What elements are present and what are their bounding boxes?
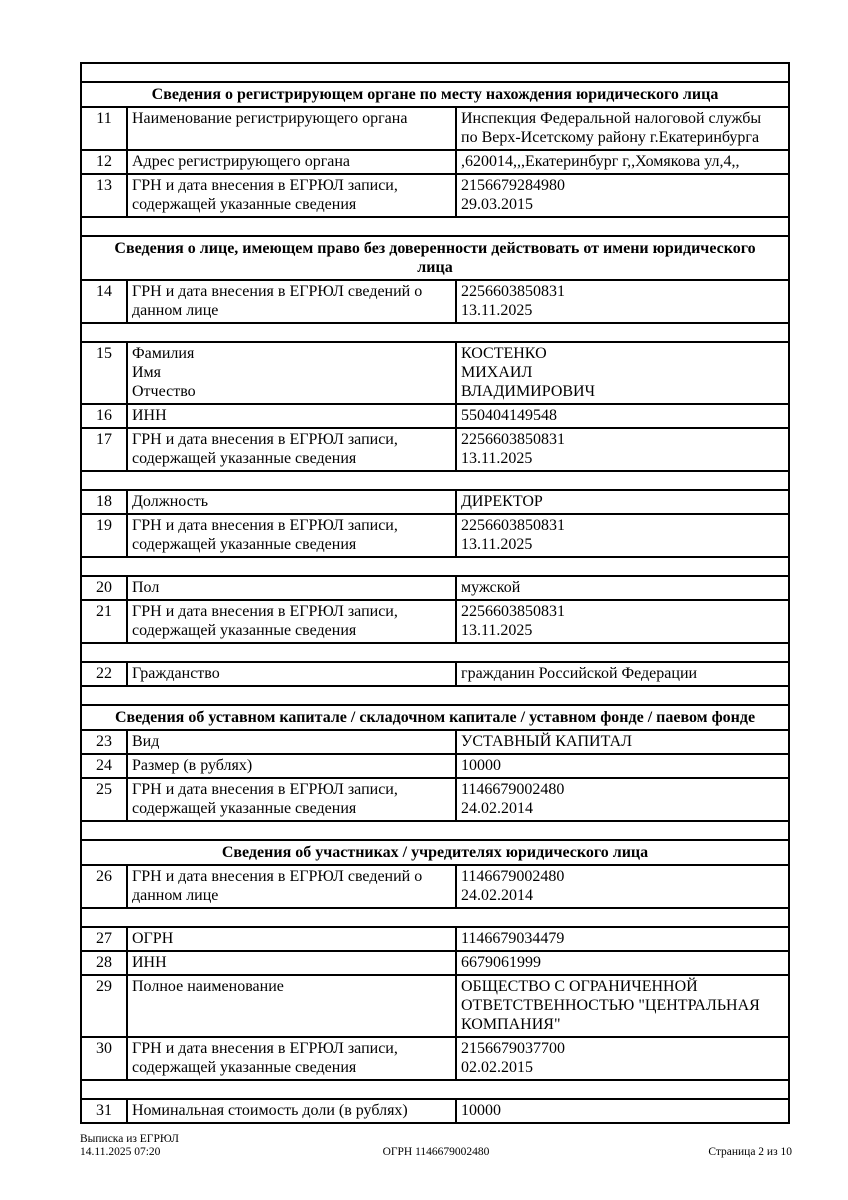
row-label-line: ОГРН [132,930,174,947]
section-header-line: лица [417,259,453,276]
row-value-line: 24.02.2014 [461,800,533,817]
row-label [127,107,456,150]
row-value-line: КОСТЕНКО [461,345,547,362]
row-label [127,576,456,600]
row-value-line: ОБЩЕСТВО С ОГРАНИЧЕННОЙ [461,978,698,995]
row-value [456,280,789,323]
row-value-line: 2256603850831 [461,517,565,534]
row-value [456,1037,789,1080]
row-label-line: ГРН и дата внесения в ЕГРЮЛ записи, [132,603,398,620]
row-value [456,600,789,643]
row-label [127,865,456,908]
row-number: 24 [81,754,127,778]
spacer-row [81,1080,789,1099]
section-header-row [81,236,789,280]
row-number: 11 [81,107,127,150]
row-label-line: ГРН и дата внесения в ЕГРЮЛ записи, [132,431,398,448]
row-label-line: ИНН [132,954,167,971]
row-label [127,975,456,1037]
row-value [456,975,789,1037]
row-value [456,754,789,778]
table-row [81,342,789,404]
row-value-line: 1146679002480 [461,781,565,798]
row-value [456,927,789,951]
row-label-line: ГРН и дата внесения в ЕГРЮЛ записи, [132,517,398,534]
row-value-line: ,620014,,,Екатеринбург г,,Хомякова ул,4,, [461,153,740,170]
page-footer [80,1133,792,1159]
row-label-line: ГРН и дата внесения в ЕГРЮЛ сведений о [132,283,423,300]
row-label [127,730,456,754]
table-row [81,1037,789,1080]
row-label [127,404,456,428]
row-label-line: Должность [132,493,209,510]
row-value-line: МИХАИЛ [461,364,533,381]
row-number: 15 [81,342,127,404]
section-header [81,82,789,107]
row-value-line: КОМПАНИЯ" [461,1016,561,1033]
row-value [456,576,789,600]
row-value [456,951,789,975]
row-value-line: 2156679037700 [461,1040,565,1057]
section-header [81,705,789,730]
egrul-extract-table [80,62,790,1124]
spacer-row [81,557,789,576]
spacer-row [81,821,789,840]
row-label [127,1037,456,1080]
row-label-line: содержащей указанные сведения [132,800,357,817]
table-row [81,428,789,471]
row-value-line: 6679061999 [461,954,541,971]
row-number: 22 [81,662,127,686]
spacer-cell [81,217,789,236]
row-label-line: ИНН [132,407,167,424]
row-value [456,428,789,471]
table-row [81,107,789,150]
row-value-line: ОТВЕТСТВЕННОСТЬЮ "ЦЕНТРАЛЬНАЯ [461,997,760,1014]
row-value-line: 13.11.2025 [461,302,533,319]
spacer-row [81,471,789,490]
row-value [456,514,789,557]
row-value-line: ВЛАДИМИРОВИЧ [461,383,595,400]
row-number: 14 [81,280,127,323]
row-number: 28 [81,951,127,975]
egrul-table-body [81,63,789,1123]
spacer-row [81,643,789,662]
section-header [81,236,789,280]
row-number: 23 [81,730,127,754]
table-row [81,730,789,754]
row-value-line: Инспекция Федеральной налоговой службы [461,110,762,127]
section-header-row [81,82,789,107]
row-label [127,778,456,821]
table-row [81,754,789,778]
row-number: 19 [81,514,127,557]
table-row [81,490,789,514]
table-row [81,404,789,428]
row-value-line: 1146679002480 [461,868,565,885]
row-label-line: содержащей указанные сведения [132,622,357,639]
row-label-line: Отчество [132,383,196,400]
row-value [456,490,789,514]
table-row [81,1099,789,1123]
row-value [456,778,789,821]
row-number: 21 [81,600,127,643]
section-header-line: Сведения о регистрирующем органе по месту нахождения юридического лица [151,86,719,103]
row-value-line: 13.11.2025 [461,536,533,553]
table-row [81,514,789,557]
footer-timestamp: 14.11.2025 07:20 [80,1146,161,1158]
footer-ogrn: ОГРН 1146679002480 [382,1146,490,1158]
spacer-cell [81,686,789,705]
row-label-line: Наименование регистрирующего органа [132,110,408,127]
row-value [456,150,789,174]
row-number: 13 [81,174,127,217]
footer-doc-title: Выписка из ЕГРЮЛ [80,1133,179,1145]
spacer-row [81,908,789,927]
table-row [81,280,789,323]
row-label-line: содержащей указанные сведения [132,536,357,553]
row-value-line: 2256603850831 [461,431,565,448]
row-label-line: ГРН и дата внесения в ЕГРЮЛ записи, [132,177,398,194]
section-header-line: Сведения об участниках / учредителях юридического лица [221,844,649,861]
row-number: 27 [81,927,127,951]
row-value-line: 10000 [461,757,501,774]
row-value-line: гражданин Российской Федерации [461,665,698,682]
row-label-line: Пол [132,579,160,596]
section-header-row [81,705,789,730]
table-row [81,576,789,600]
row-label-line: Имя [132,364,162,381]
row-value [456,174,789,217]
row-value-line: 02.02.2015 [461,1059,533,1076]
row-number: 26 [81,865,127,908]
row-value-line: 29.03.2015 [461,196,533,213]
row-label [127,927,456,951]
spacer-row [81,686,789,705]
row-number: 25 [81,778,127,821]
row-label-line: Фамилия [132,345,195,362]
row-value [456,730,789,754]
row-label-line: Гражданство [132,665,220,682]
table-row [81,600,789,643]
section-header-line: Сведения об уставном капитале / складочном капитале / уставном фонде / паевом фонде [114,709,756,726]
spacer-cell [81,643,789,662]
row-value-line: ДИРЕКТОР [461,493,543,510]
spacer-row [81,323,789,342]
footer-page-number: Страница 2 из 10 [708,1146,792,1158]
spacer-cell [81,821,789,840]
table-row [81,662,789,686]
row-number: 29 [81,975,127,1037]
spacer-cell [81,63,789,82]
table-row [81,865,789,908]
table-row [81,951,789,975]
row-number: 18 [81,490,127,514]
row-label [127,490,456,514]
row-label [127,754,456,778]
row-value [456,342,789,404]
row-label [127,150,456,174]
spacer-row [81,63,789,82]
row-label-line: содержащей указанные сведения [132,450,357,467]
table-row [81,975,789,1037]
row-value-line: 1146679034479 [461,930,565,947]
row-label-line: Размер (в рублях) [132,757,253,774]
row-value-line: 2256603850831 [461,603,565,620]
row-value [456,865,789,908]
row-value-line: 13.11.2025 [461,622,533,639]
row-label [127,280,456,323]
row-value-line: мужской [461,579,521,596]
row-number: 12 [81,150,127,174]
row-value-line: 550404149548 [461,407,557,424]
row-label-line: ГРН и дата внесения в ЕГРЮЛ записи, [132,1040,398,1057]
row-label [127,174,456,217]
row-label [127,600,456,643]
row-label-line: содержащей указанные сведения [132,1059,357,1076]
row-value-line: 24.02.2014 [461,887,533,904]
spacer-cell [81,908,789,927]
section-header-row [81,840,789,865]
row-value [456,662,789,686]
row-value-line: 2156679284980 [461,177,565,194]
row-label [127,342,456,404]
row-label-line: ГРН и дата внесения в ЕГРЮЛ сведений о [132,868,423,885]
row-label-line: Вид [132,733,160,750]
row-number: 31 [81,1099,127,1123]
row-label-line: данном лице [132,887,219,904]
spacer-row [81,217,789,236]
row-label [127,514,456,557]
row-label [127,1099,456,1123]
row-value-line: 10000 [461,1102,501,1119]
table-row [81,778,789,821]
row-label [127,662,456,686]
spacer-cell [81,471,789,490]
row-value [456,107,789,150]
row-number: 20 [81,576,127,600]
row-label-line: Адрес регистрирующего органа [132,153,351,170]
section-header-line: Сведения о лице, имеющем право без доверенности действовать от имени юридического [114,240,756,257]
table-row [81,927,789,951]
row-value-line: по Верх-Исетскому району г.Екатеринбурга [461,129,760,146]
row-number: 30 [81,1037,127,1080]
row-value-line: 2256603850831 [461,283,565,300]
section-header [81,840,789,865]
row-number: 17 [81,428,127,471]
row-label-line: данном лице [132,302,219,319]
spacer-cell [81,323,789,342]
table-row [81,150,789,174]
row-number: 16 [81,404,127,428]
row-label-line: содержащей указанные сведения [132,196,357,213]
row-value-line: 13.11.2025 [461,450,533,467]
row-label-line: ГРН и дата внесения в ЕГРЮЛ записи, [132,781,398,798]
row-value-line: УСТАВНЫЙ КАПИТАЛ [461,733,632,750]
row-label-line: Номинальная стоимость доли (в рублях) [132,1102,408,1119]
row-label-line: Полное наименование [132,978,284,995]
row-label [127,951,456,975]
table-row [81,174,789,217]
row-label [127,428,456,471]
spacer-cell [81,1080,789,1099]
row-value [456,404,789,428]
spacer-cell [81,557,789,576]
footer-left-block [80,1133,280,1159]
row-value [456,1099,789,1123]
